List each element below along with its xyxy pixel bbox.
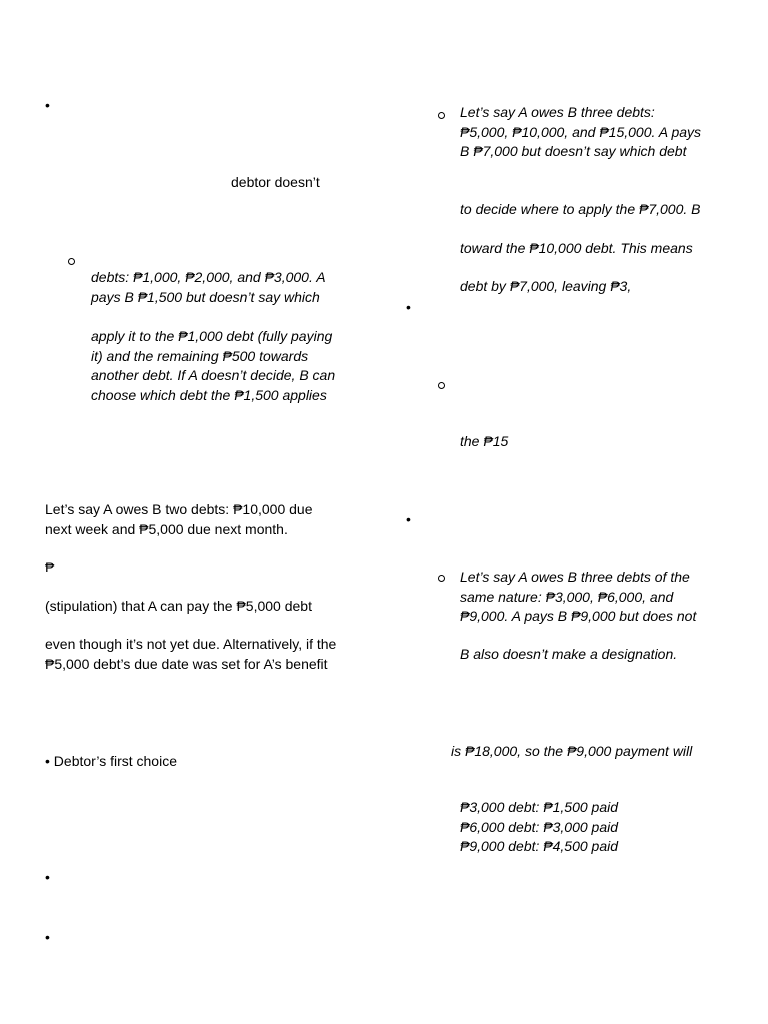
example-two-debts <box>45 500 312 539</box>
example-debts-p1000-continued <box>91 327 335 405</box>
text-fragment-leaving: debt by ₱7,000, leaving ₱3, <box>460 278 632 294</box>
text-line: choose which debt the ₱1,500 applies <box>91 386 327 403</box>
text-line: ₱9,000. A pays B ₱9,000 but does not <box>460 608 697 624</box>
circle-bullet-2 <box>438 112 445 119</box>
text-fragment-designation: B also doesn’t make a designation. <box>460 646 678 662</box>
example-two-debts-continued <box>45 635 336 674</box>
text-fragment-p15: the ₱15 <box>460 433 509 449</box>
text-line: Let’s say A owes B two debts: ₱10,000 due <box>45 501 313 517</box>
stipulation-line: (stipulation) that A can pay the ₱5,000 debt <box>45 598 312 614</box>
circle-bullet-4 <box>438 575 445 582</box>
example-debts-p1000 <box>91 268 326 307</box>
text-line: even though it’s not yet due. Alternatively, if the <box>45 636 337 652</box>
text-fragment-apply: to decide where to apply the ₱7,000. B <box>460 201 701 217</box>
text-line: ₱5,000, ₱10,000, and ₱15,000. A pays <box>460 123 702 140</box>
allocation-item: ₱6,000 debt: ₱3,000 paid <box>460 818 619 835</box>
text-line: ₱5,000 debt’s due date was set for A’s benefit <box>45 655 328 672</box>
text-line: same nature: ₱3,000, ₱6,000, and <box>460 588 674 605</box>
bullet-marker-1: • <box>45 97 50 113</box>
peso-sign: ₱ <box>45 559 55 575</box>
text-fragment-total: is ₱18,000, so the ₱9,000 payment will <box>451 743 693 759</box>
text-line: apply it to the ₱1,000 debt (fully paying <box>91 328 333 344</box>
text-line: Let’s say A owes B three debts: <box>460 104 655 120</box>
debtor-first-choice: • Debtor’s first choice <box>45 753 177 769</box>
text-line: next week and ₱5,000 due next month. <box>45 520 288 537</box>
circle-bullet-3 <box>438 382 445 389</box>
text-line: it) and the remaining ₱500 towards <box>91 347 309 364</box>
text-fragment-debtor: debtor doesn’t <box>231 174 320 190</box>
text-line: Let’s say A owes B three debts of the <box>460 569 690 585</box>
bullet-marker-5: • <box>406 511 411 527</box>
allocation-item: ₱3,000 debt: ₱1,500 paid <box>460 799 619 815</box>
example-three-debts <box>460 103 701 162</box>
text-line: pays B ₱1,500 but doesn’t say which <box>91 288 320 305</box>
allocation-list <box>460 798 618 857</box>
text-line: B ₱7,000 but doesn’t say which debt <box>460 143 687 159</box>
allocation-item: ₱9,000 debt: ₱4,500 paid <box>460 838 619 854</box>
bullet-marker-3: • <box>45 929 50 945</box>
text-line: debts: ₱1,000, ₱2,000, and ₱3,000. A <box>91 269 326 285</box>
bullet-marker-4: • <box>406 299 411 315</box>
bullet-marker-2: • <box>45 869 50 885</box>
text-line: another debt. If A doesn’t decide, B can <box>91 367 336 383</box>
text-fragment-toward: toward the ₱10,000 debt. This means <box>460 240 693 256</box>
circle-bullet-1 <box>68 258 75 265</box>
example-same-nature-debts <box>460 568 696 627</box>
